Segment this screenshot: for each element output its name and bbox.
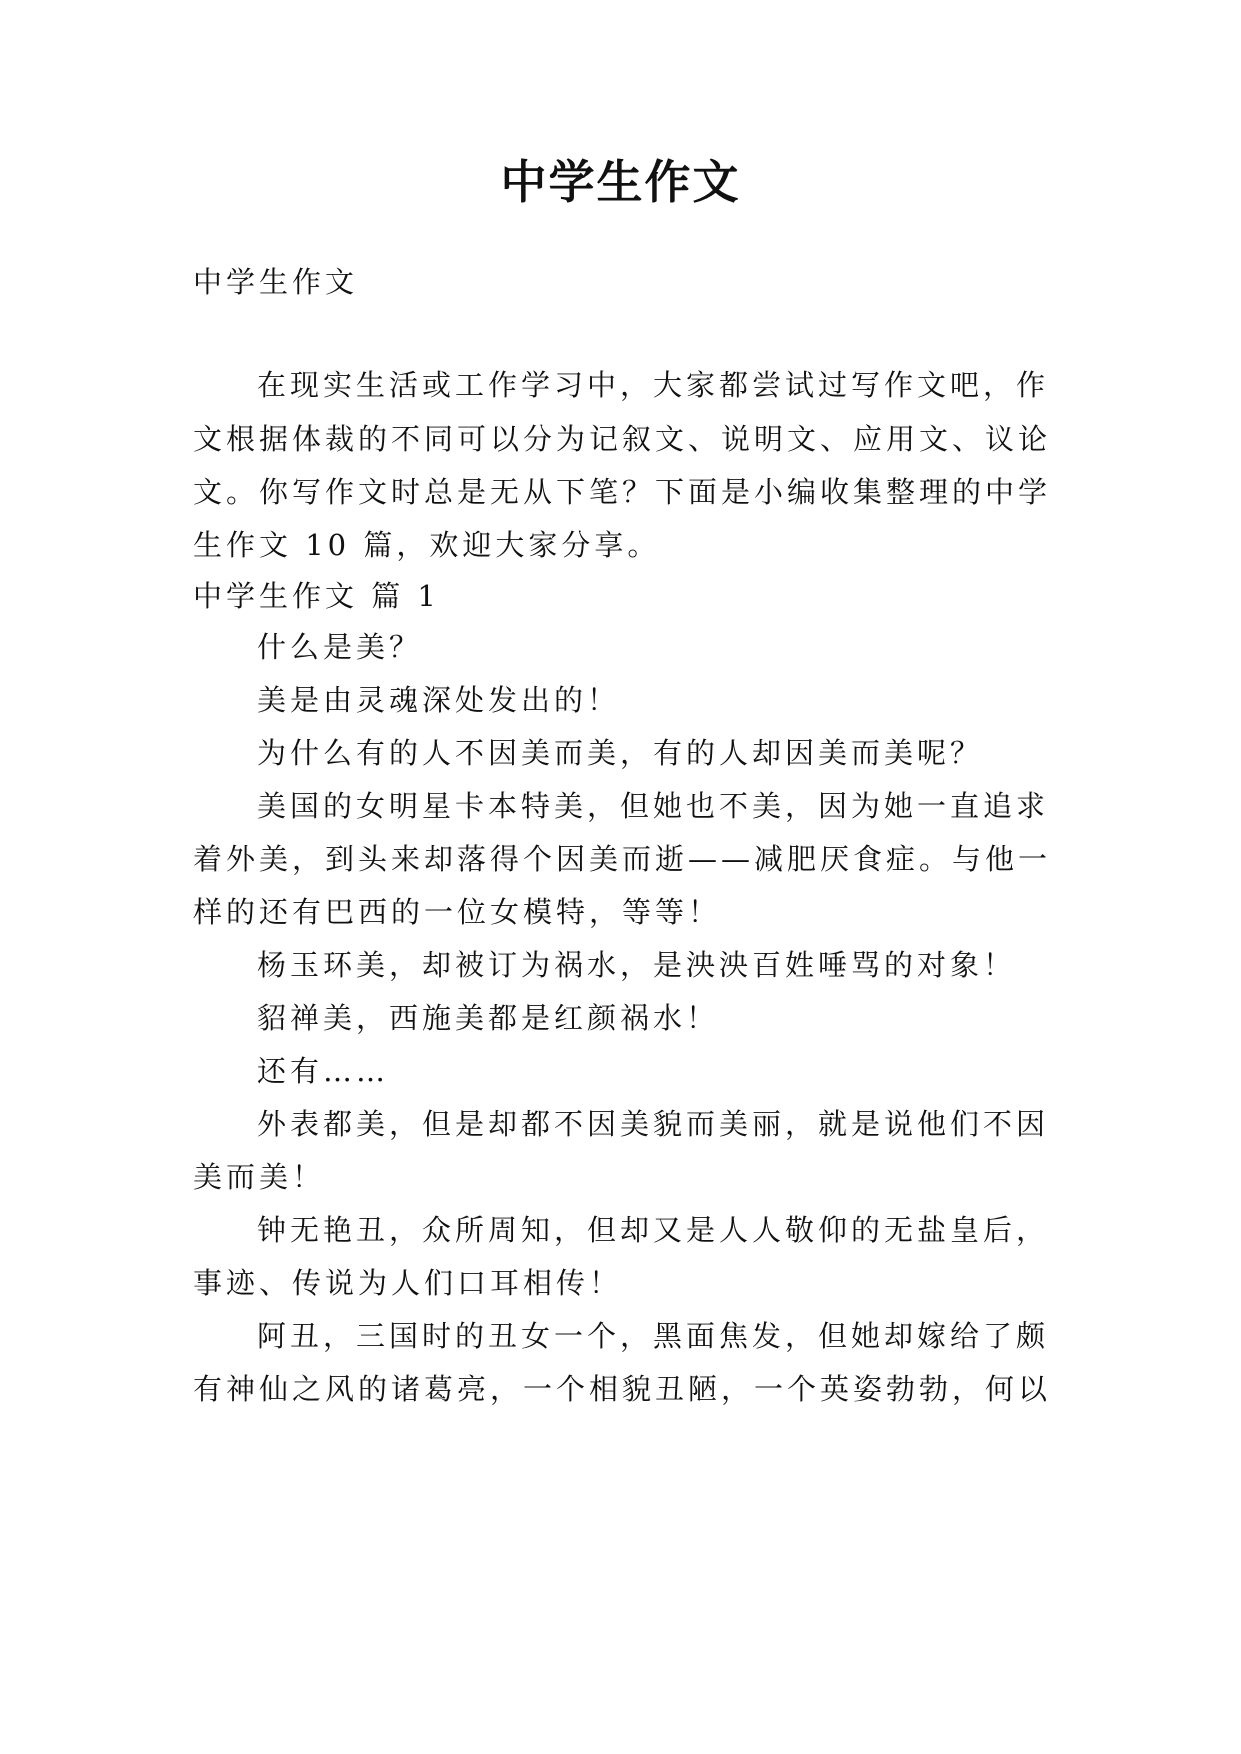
essay-line: 美是由灵魂深处发出的！ [257,683,621,717]
subtitle: 中学生作文 [193,265,359,299]
essay-line: 美而美！ [193,1160,326,1194]
essay-line: 着外美，到头来却落得个因美而逝——减肥厌食症。与他一 [193,842,1052,876]
essay-line: 美国的女明星卡本特美，但她也不美，因为她一直追求 [257,789,1050,823]
essay-line: 阿丑，三国时的丑女一个，黑面焦发，但她却嫁给了颇 [257,1319,1050,1353]
essay-line: 样的还有巴西的一位女模特，等等！ [193,895,722,929]
essay-line: 杨玉环美，却被订为祸水，是泱泱百姓唾骂的对象！ [257,948,1017,982]
essay-line: 为什么有的人不因美而美，有的人却因美而美呢？ [257,736,984,770]
essay-line: 貂禅美，西施美都是红颜祸水！ [257,1001,720,1035]
intro-line: 生作文 10 篇，欢迎大家分享。 [193,528,661,562]
essay-line: 还有…… [257,1054,390,1088]
essay-line: 什么是美？ [257,630,423,664]
essay-line: 外表都美，但是却都不因美貌而美丽，就是说他们不因 [257,1107,1050,1141]
intro-line: 文。你写作文时总是无从下笔？下面是小编收集整理的中学 [193,475,1052,509]
intro-line: 在现实生活或工作学习中，大家都尝试过写作文吧，作 [257,368,1050,402]
essay-line: 有神仙之风的诸葛亮，一个相貌丑陋，一个英姿勃勃，何以 [193,1372,1052,1406]
essay-line: 事迹、传说为人们口耳相传！ [193,1266,623,1300]
document-title: 中学生作文 [500,155,741,209]
section-heading: 中学生作文 篇 1 [193,579,440,613]
essay-line: 钟无艳丑，众所周知，但却又是人人敬仰的无盐皇后， [257,1213,1050,1247]
intro-line: 文根据体裁的不同可以分为记叙文、说明文、应用文、议论 [193,422,1052,456]
